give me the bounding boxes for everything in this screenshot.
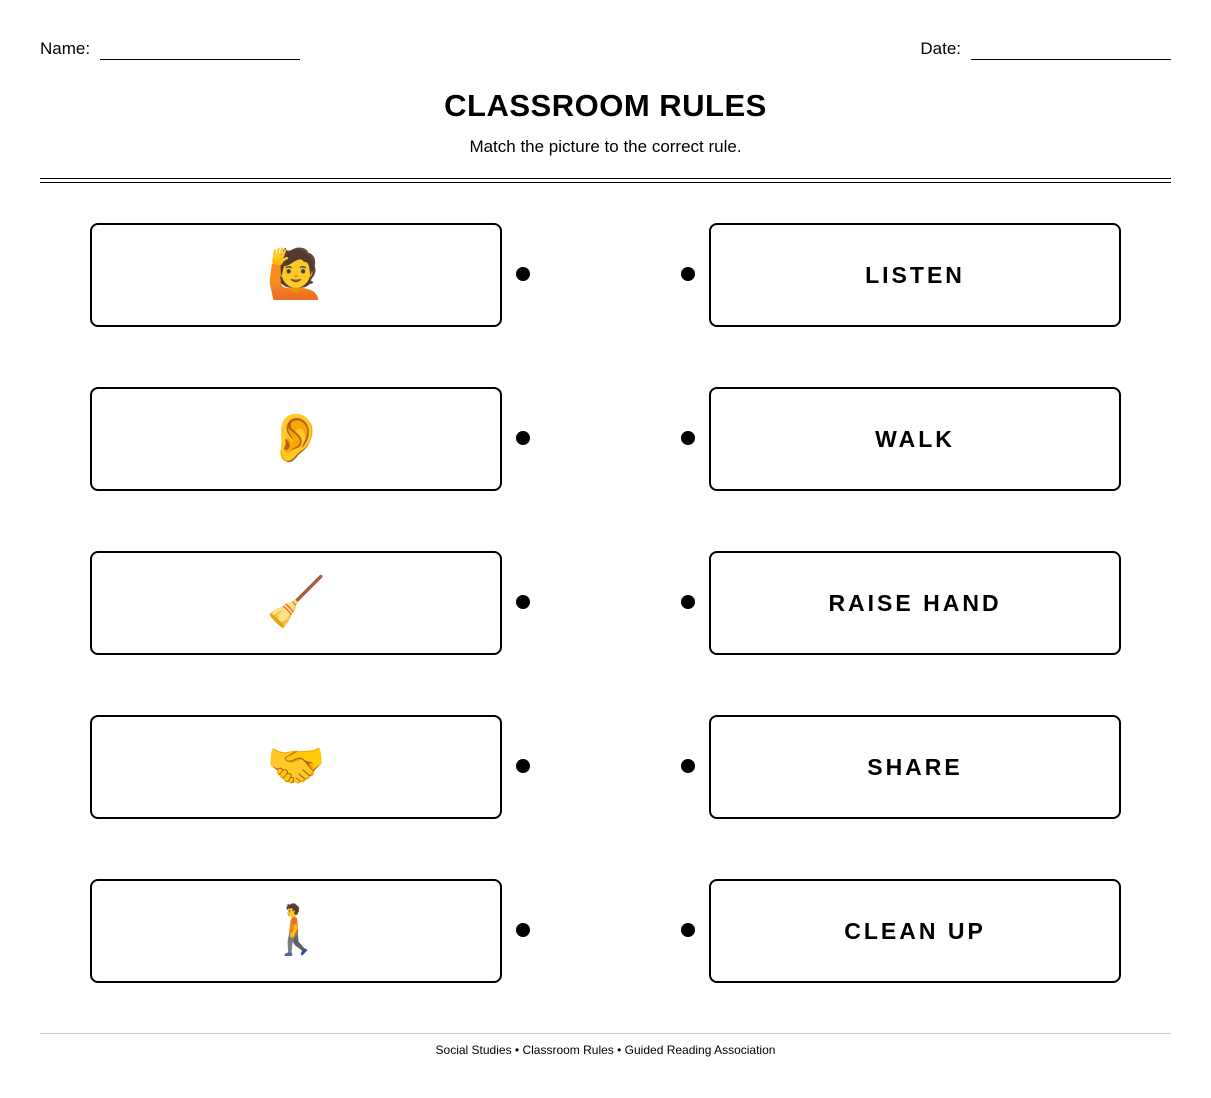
rule-label: SHARE [867, 753, 963, 780]
left-match-dot[interactable] [516, 923, 530, 937]
rule-label: RAISE HAND [828, 589, 1002, 616]
rule-label: CLEAN UP [844, 917, 986, 944]
left-match-dot[interactable] [516, 431, 530, 445]
ear-icon: 👂 [266, 412, 326, 465]
name-label: Name: [40, 39, 91, 58]
match-row [0, 551, 1211, 655]
instructions: Match the picture to the correct rule. [469, 137, 742, 156]
person-raising-hand-icon: 🙋 [266, 248, 326, 301]
right-match-dot[interactable] [681, 267, 695, 281]
picture-box [90, 223, 502, 327]
rule-box [709, 223, 1121, 327]
right-match-dot[interactable] [681, 595, 695, 609]
footer-divider [40, 1033, 1171, 1034]
date-field [920, 38, 1171, 60]
name-input-line[interactable] [100, 43, 300, 60]
footer-text: Social Studies • Classroom Rules • Guided Reading Association [435, 1043, 776, 1057]
right-match-dot[interactable] [681, 759, 695, 773]
match-row [0, 387, 1211, 491]
rule-label: WALK [875, 425, 955, 452]
match-row [0, 715, 1211, 819]
date-input-line[interactable] [971, 43, 1171, 60]
person-walking-icon: 🚶 [266, 904, 326, 957]
picture-box [90, 551, 502, 655]
name-field [40, 38, 300, 60]
header-row [40, 38, 1171, 62]
right-match-dot[interactable] [681, 923, 695, 937]
rule-box [709, 387, 1121, 491]
rule-box [709, 551, 1121, 655]
rule-box [709, 879, 1121, 983]
left-match-dot[interactable] [516, 267, 530, 281]
right-match-dot[interactable] [681, 431, 695, 445]
date-label: Date: [920, 39, 961, 58]
rule-box [709, 715, 1121, 819]
header-divider [40, 178, 1171, 183]
picture-box [90, 879, 502, 983]
left-match-dot[interactable] [516, 759, 530, 773]
broom-icon: 🧹 [266, 576, 326, 629]
picture-box [90, 387, 502, 491]
left-match-dot[interactable] [516, 595, 530, 609]
match-row [0, 223, 1211, 327]
handshake-icon: 🤝 [266, 740, 326, 793]
rule-label: LISTEN [865, 261, 965, 288]
picture-box [90, 715, 502, 819]
match-row [0, 879, 1211, 983]
page-title: CLASSROOM RULES [444, 88, 767, 123]
